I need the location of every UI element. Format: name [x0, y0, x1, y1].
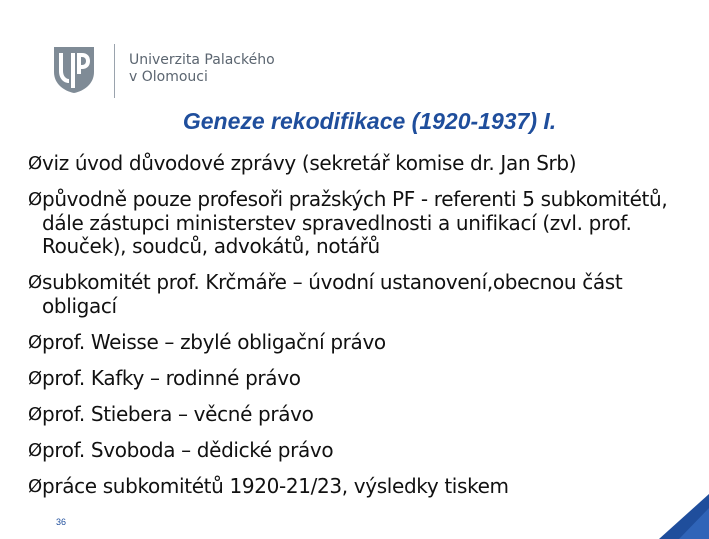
logo-divider [114, 44, 115, 98]
arrow-bullet-icon: Ø [28, 475, 43, 497]
list-item [28, 271, 693, 318]
logo-text [129, 52, 275, 86]
arrow-bullet-icon: Ø [28, 153, 43, 174]
list-item-text: viz úvod důvodové zprávy (sekretář komise dr. Jan Srb) [42, 151, 577, 175]
list-item-text: subkomitét prof. Krčmáře – úvodní ustanovení,obecnou část obligací [42, 270, 623, 318]
list-item [28, 331, 693, 355]
bullet-list [28, 152, 693, 511]
list-item [28, 188, 693, 259]
arrow-bullet-icon: Ø [28, 189, 43, 210]
list-item-text: prof. Svoboda – dědické právo [42, 437, 334, 462]
logo-line-2: v Olomouci [129, 69, 208, 85]
slide-title: Geneze rekodifikace (1920-1937) I. [182, 108, 557, 134]
list-item [28, 403, 693, 427]
up-logo-icon [49, 44, 99, 94]
list-item-text: původně pouze profesoři pražských PF - referenti 5 subkomitétů, dále zástupci ministerstev spravedlnosti a unifikací (zvl. prof. Rouček), soudců, advokátů, notářů [42, 187, 668, 258]
list-item-text: prof. Stiebera – věcné právo [42, 401, 314, 426]
list-item-text: prof. Kafky – rodinné právo [42, 365, 301, 390]
arrow-bullet-icon: Ø [28, 272, 43, 293]
list-item [28, 439, 693, 463]
arrow-bullet-icon: Ø [28, 439, 43, 461]
list-item [28, 475, 693, 499]
arrow-bullet-icon: Ø [28, 403, 43, 425]
corner-decoration [659, 494, 709, 539]
arrow-bullet-icon: Ø [28, 331, 43, 353]
logo-line-1: Univerzita Palackého [129, 52, 275, 68]
slide-number: 36 [56, 517, 67, 527]
list-item-text: prof. Weisse – zbylé obligační právo [42, 329, 386, 354]
list-item [28, 367, 693, 391]
arrow-bullet-icon: Ø [28, 367, 43, 389]
list-item-text: práce subkomitétů 1920-21/23, výsledky tiskem [42, 473, 509, 498]
list-item [28, 152, 693, 176]
